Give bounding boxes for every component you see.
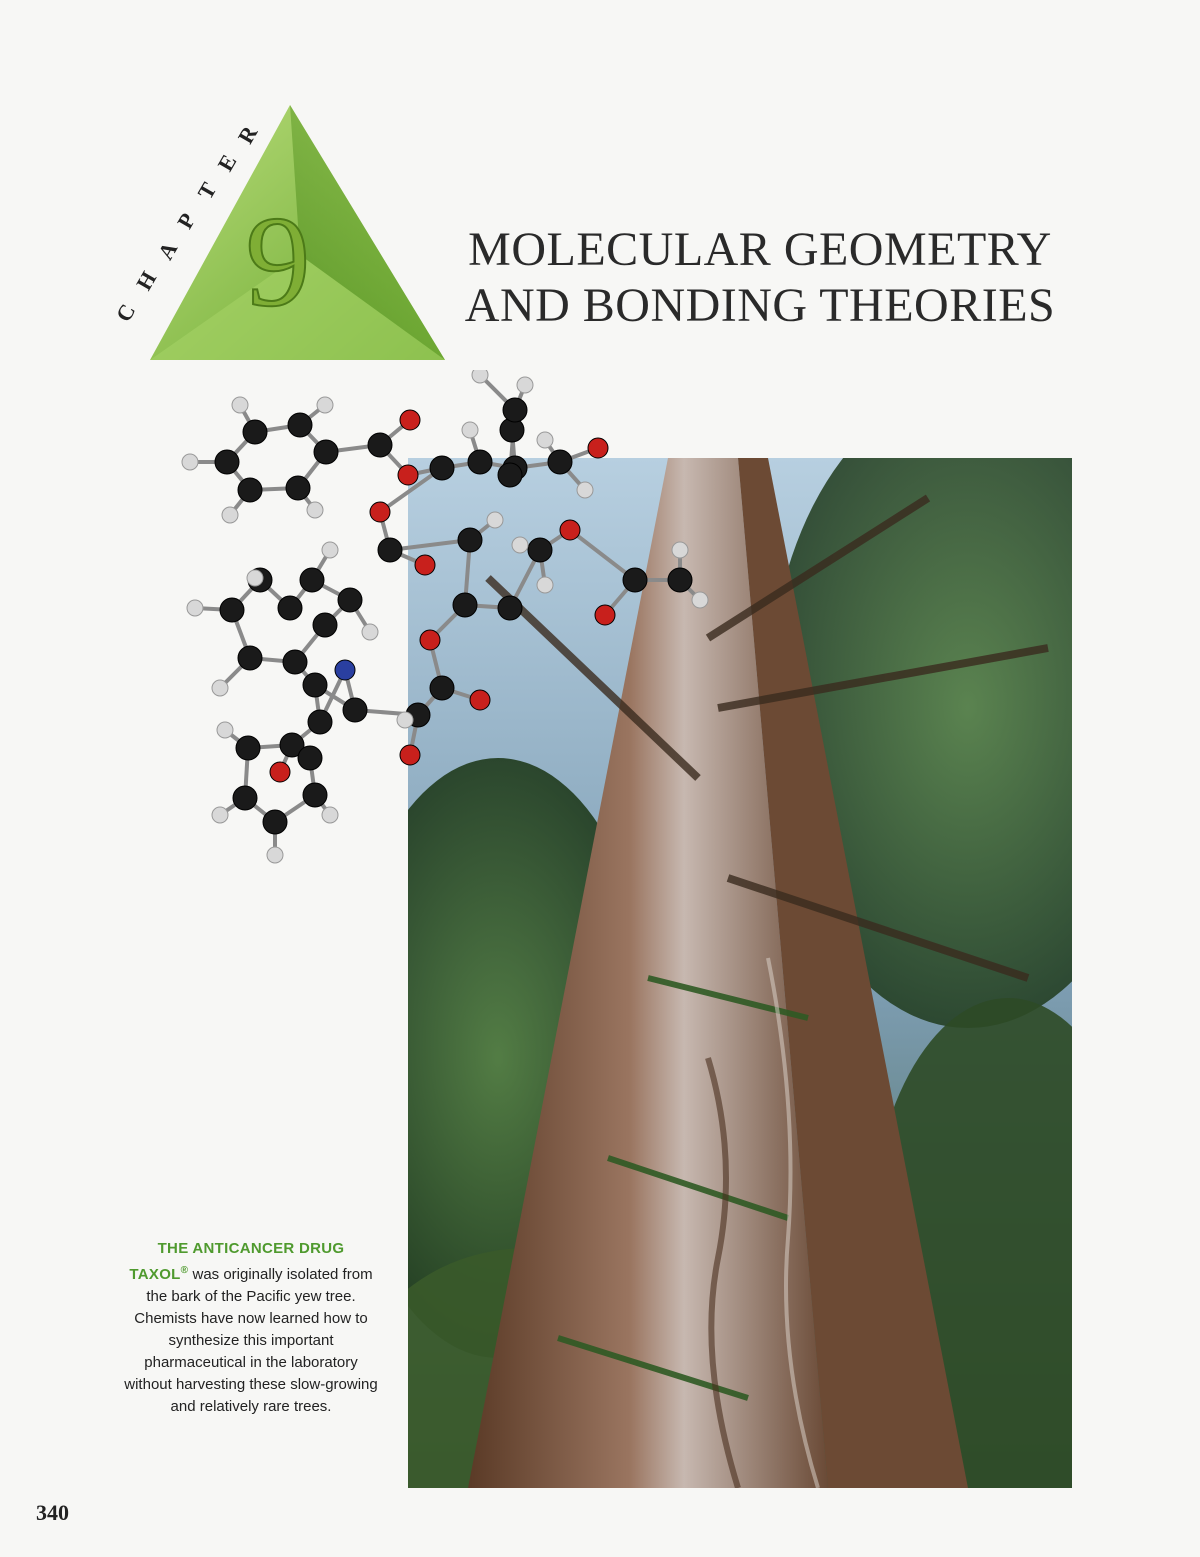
molecule-atom xyxy=(232,397,248,413)
molecule-atom xyxy=(668,568,692,592)
molecule-atom xyxy=(368,433,392,457)
molecule-atom xyxy=(560,520,580,540)
chapter-letter: R xyxy=(232,121,263,148)
molecule-atom xyxy=(182,454,198,470)
molecule-atom xyxy=(692,592,708,608)
chapter-letter: E xyxy=(212,150,242,176)
molecule-atom xyxy=(415,555,435,575)
molecule-atoms xyxy=(182,370,708,863)
molecule-atom xyxy=(588,438,608,458)
molecule-atom xyxy=(378,538,402,562)
photo-caption xyxy=(120,1238,382,1418)
molecule-atom xyxy=(215,450,239,474)
caption-body: was originally isolated from the bark of the Pacific yew tree. Chemists have now learned how to synthesize this important pharmaceutical in the laboratory without harvesting these slow-growing and relatively rare trees. xyxy=(124,1266,378,1415)
chapter-title-line2: AND BONDING THEORIES xyxy=(464,279,1056,332)
molecule-atom xyxy=(595,605,615,625)
molecule-atom xyxy=(283,650,307,674)
molecule-atom xyxy=(400,410,420,430)
molecule-atom xyxy=(220,598,244,622)
molecule-atom xyxy=(458,528,482,552)
molecule-atom xyxy=(243,420,267,444)
chapter-letter: P xyxy=(172,208,201,233)
molecule-atom xyxy=(462,422,478,438)
molecule-atom xyxy=(498,463,522,487)
molecule-atom xyxy=(263,810,287,834)
molecule-atom xyxy=(400,745,420,765)
molecule-atom xyxy=(453,593,477,617)
molecule-atom xyxy=(222,507,238,523)
molecule-atom xyxy=(537,577,553,593)
taxol-molecule-model xyxy=(180,370,900,1050)
molecule-atom xyxy=(672,542,688,558)
molecule-atom xyxy=(247,570,263,586)
molecule-atom xyxy=(577,482,593,498)
molecule-atom xyxy=(335,660,355,680)
molecule-atom xyxy=(236,736,260,760)
molecule-atom xyxy=(313,613,337,637)
molecule-atom xyxy=(398,465,418,485)
molecule-bonds xyxy=(190,375,700,855)
molecule-atom xyxy=(468,450,492,474)
molecule-atom xyxy=(430,456,454,480)
molecule-atom xyxy=(288,413,312,437)
molecule-atom xyxy=(397,712,413,728)
molecule-atom xyxy=(503,398,527,422)
molecule-atom xyxy=(300,568,324,592)
molecule-atom xyxy=(322,807,338,823)
molecule-atom xyxy=(212,680,228,696)
molecule-atom xyxy=(498,596,522,620)
molecule-atom xyxy=(362,624,378,640)
caption-drug-name: TAXOL xyxy=(129,1266,181,1283)
molecule-atom xyxy=(512,537,528,553)
molecule-atom xyxy=(238,646,262,670)
chapter-letter: H xyxy=(131,267,162,295)
chapter-letter: C xyxy=(110,299,141,326)
molecule-atom xyxy=(286,476,310,500)
molecule-atom xyxy=(322,542,338,558)
molecule-atom xyxy=(472,370,488,383)
molecule-atom xyxy=(517,377,533,393)
molecule-atom xyxy=(487,512,503,528)
molecule-atom xyxy=(537,432,553,448)
chapter-title-line1: MOLECULAR GEOMETRY xyxy=(468,223,1052,276)
chapter-number: 9 xyxy=(245,190,311,334)
molecule-atom xyxy=(298,746,322,770)
caption-lead: THE ANTICANCER DRUG xyxy=(157,1240,345,1257)
molecule-atom xyxy=(317,397,333,413)
page-number: 340 xyxy=(36,1500,69,1525)
molecule-atom xyxy=(370,502,390,522)
molecule-atom xyxy=(338,588,362,612)
molecule-atom xyxy=(303,673,327,697)
molecule-atom xyxy=(314,440,338,464)
molecule-atom xyxy=(233,786,257,810)
molecule-atom xyxy=(270,762,290,782)
molecule-atom xyxy=(420,630,440,650)
molecule-atom xyxy=(307,502,323,518)
molecule-atom xyxy=(623,568,647,592)
molecule-atom xyxy=(267,847,283,863)
molecule-atom xyxy=(303,783,327,807)
molecule-atom xyxy=(278,596,302,620)
chapter-letter: A xyxy=(152,237,183,264)
molecule-atom xyxy=(308,710,332,734)
molecule-atom xyxy=(528,538,552,562)
molecule-atom xyxy=(238,478,262,502)
chapter-title xyxy=(400,222,1120,334)
molecule-atom xyxy=(217,722,233,738)
molecule-atom xyxy=(470,690,490,710)
molecule-atom xyxy=(430,676,454,700)
trademark-mark: ® xyxy=(180,1265,189,1276)
molecule-atom xyxy=(548,450,572,474)
molecule-atom xyxy=(212,807,228,823)
chapter-letter: T xyxy=(192,178,222,204)
molecule-atom xyxy=(343,698,367,722)
molecule-atom xyxy=(187,600,203,616)
